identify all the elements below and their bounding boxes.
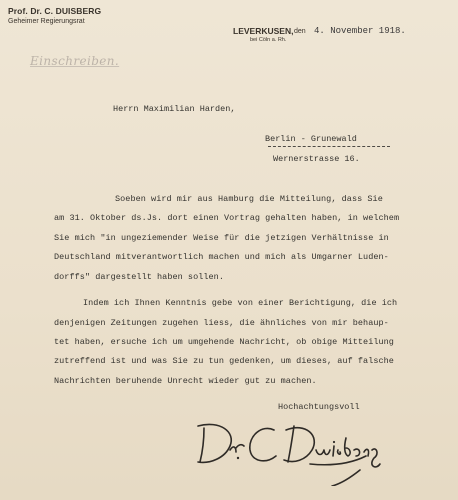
body-line: Nachrichten beruhende Unrecht wieder gut zu machen. — [54, 376, 317, 386]
recipient-city: Berlin - Grunewald — [265, 134, 357, 144]
body-line: am 31. Oktober ds.Js. dort einen Vortrag gehalten haben, in welchem — [54, 213, 400, 223]
letterhead-place: LEVERKUSEN, — [233, 26, 294, 36]
body-line: tet haben, ersuche ich um umgehende Nachricht, ob obige Mitteilung — [54, 337, 394, 347]
body-line: Deutschland mitverantwortlich machen und mich als Umgarner Luden- — [54, 252, 389, 262]
letterhead-title: Geheimer Regierungsrat — [8, 18, 85, 25]
body-line: Indem ich Ihnen Kenntnis gebe von einer Berichtigung, die ich — [83, 298, 398, 308]
recipient-name: Herrn Maximilian Harden, — [113, 104, 236, 114]
address-rule — [268, 146, 390, 147]
letter-date: 4. November 1918. — [314, 26, 406, 36]
letterhead-sub-place: bei Cöln a. Rh. — [250, 37, 287, 43]
letterhead-name: Prof. Dr. C. DUISBERG — [8, 6, 102, 16]
registered-stamp: Einschreiben. — [30, 54, 120, 68]
body-line: denjenigen Zeitungen zugehen liess, die ähnliches von mir behaup- — [54, 318, 389, 328]
closing: Hochachtungsvoll — [278, 402, 360, 412]
body-line: Sie mich "in ungeziemender Weise für die jetzigen Verhältnisse in — [54, 233, 389, 243]
body-line: zutreffend ist und was Sie zu tun gedenken, um dieses, auf falsche — [54, 356, 394, 366]
body-line: Soeben wird mir aus Hamburg die Mitteilung, dass Sie — [115, 194, 383, 204]
letterhead-den: den — [294, 28, 306, 35]
recipient-street: Wernerstrasse 16. — [273, 154, 360, 164]
handwritten-signature — [190, 406, 390, 486]
body-line: dorffs" dargestellt haben sollen. — [54, 272, 224, 282]
